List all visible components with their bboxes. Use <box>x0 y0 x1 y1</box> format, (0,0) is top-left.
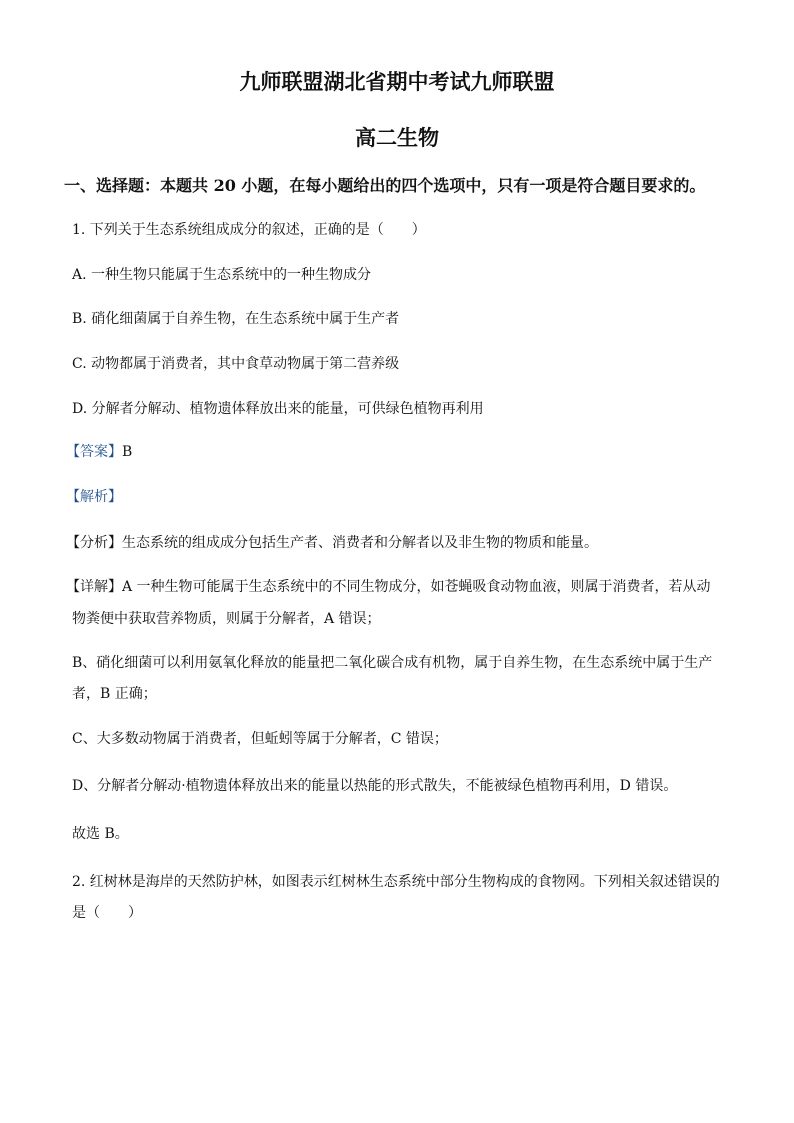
answer-line <box>66 442 132 462</box>
question-1-option-c: C. 动物都属于消费者，其中食草动物属于第二营养级 <box>72 356 400 372</box>
xiangjie-line-4: 者，B 正确； <box>72 686 157 702</box>
xiangjie-line-2: 物粪便中获取营养物质，则属于分解者，A 错误； <box>72 611 381 627</box>
question-1-option-a: A. 一种生物只能属于生态系统中的一种生物成分 <box>72 267 372 283</box>
analysis-heading <box>66 487 122 507</box>
document-subtitle: 高二生物 <box>355 125 439 150</box>
xiangjie-line-6: D、分解者分解动·植物遗体释放出来的能量以热能的形式散失，不能被绿色植物再利用，D 错误。 <box>72 778 678 794</box>
question-1-option-d: D. 分解者分解动、植物遗体释放出来的能量，可供绿色植物再利用 <box>72 401 484 417</box>
analysis-label: 【解析】 <box>66 489 122 505</box>
xiangjie-line-1 <box>66 577 711 597</box>
question-1-option-b: B. 硝化细菌属于自养生物，在生态系统中属于生产者 <box>72 311 400 327</box>
fenxi-text: 生态系统的组成成分包括生产者、消费者和分解者以及非生物的物质和能量。 <box>122 535 598 551</box>
fenxi-line <box>66 533 598 553</box>
section-heading: 一、选择题：本题共 20 小题，在每小题给出的四个选项中，只有一项是符合题目要求的。 <box>64 176 706 195</box>
xiangjie-label: 【详解】 <box>66 579 122 595</box>
answer-value: B <box>122 444 133 460</box>
question-2-stem-line-1: 2. 红树林是海岸的天然防护林，如图表示红树林生态系统中部分生物构成的食物网。下列相关叙述错误的 <box>72 874 720 890</box>
xiangjie-line-5: C、大多数动物属于消费者，但蚯蚓等属于分解者，C 错误； <box>72 731 448 747</box>
xiangjie-line-3: B、硝化细菌可以利用氨氧化释放的能量把二氧化碳合成有机物，属于自养生物，在生态系统中属于生产 <box>72 655 713 671</box>
answer-label: 【答案】 <box>66 444 122 460</box>
question-2-stem-line-2: 是（ ） <box>72 905 142 921</box>
fenxi-label: 【分析】 <box>66 535 122 551</box>
xiangjie-text-1: A 一种生物可能属于生态系统中的不同生物成分，如苍蝇吸食动物血液，则属于消费者，若从动 <box>122 579 711 595</box>
question-1-stem: 1. 下列关于生态系统组成成分的叙述，正确的是（ ） <box>72 222 426 238</box>
conclusion-line: 故选 B。 <box>72 826 129 842</box>
document-title: 九师联盟湖北省期中考试九师联盟 <box>239 69 555 94</box>
